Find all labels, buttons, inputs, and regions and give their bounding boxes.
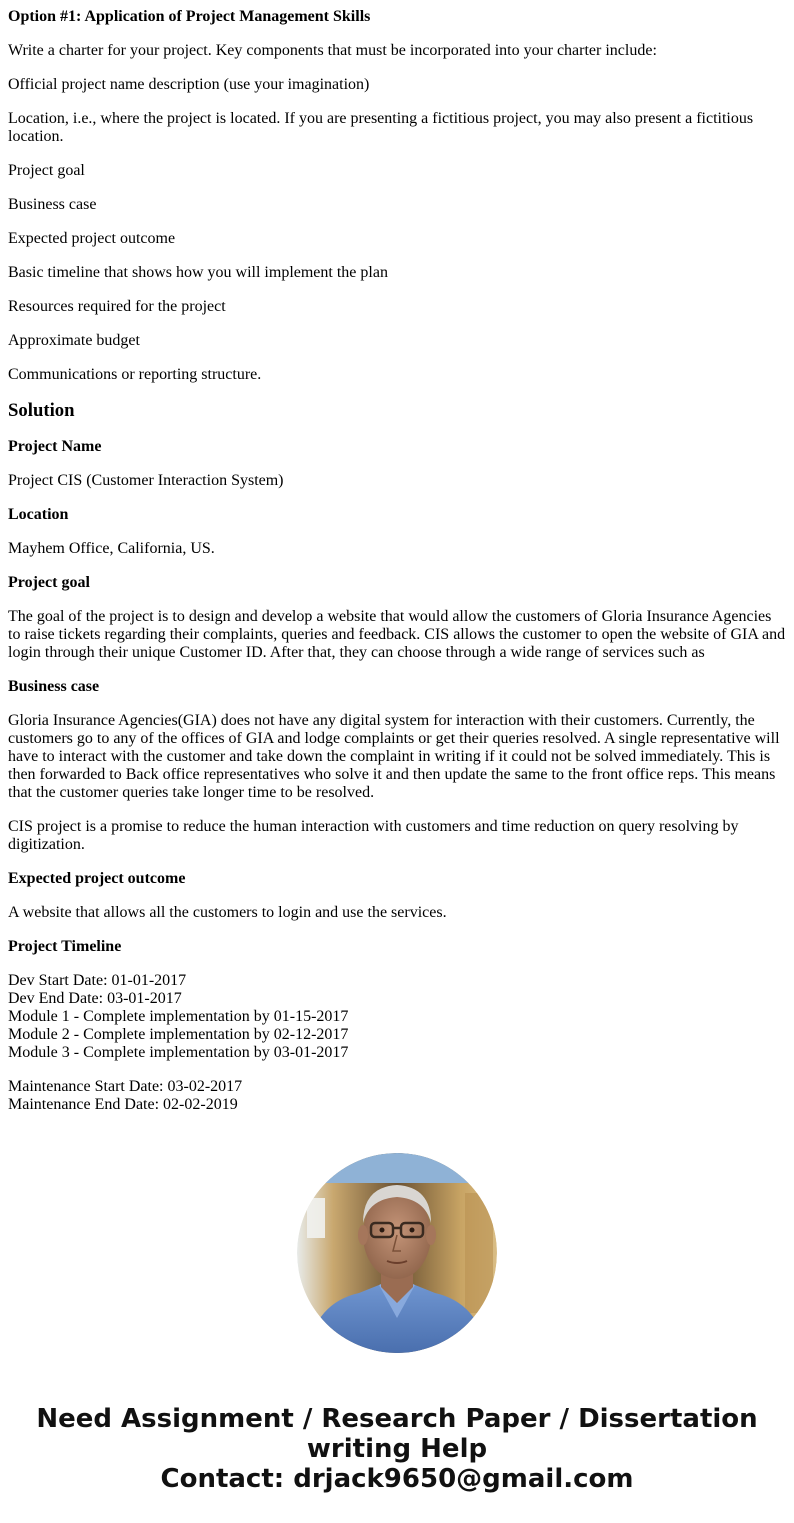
maintenance-line: Maintenance End Date: 02-02-2019 — [8, 1096, 238, 1113]
business-case-text: Gloria Insurance Agencies(GIA) does not have any digital system for interaction with their customers. Currently, the customers go to any of the offices of GIA and lodge complaints or get their queries resolved. A single representative will have to interact with the customer and take down the complaint in writing if it could not be solved immediately. This is then forwarded to Back office representatives who solve it and then update the same to the front office reps. This means that the customer queries take longer time to be resolved. — [8, 712, 780, 801]
timeline-line: Dev Start Date: 01-01-2017 — [8, 972, 187, 989]
author-photo — [297, 1153, 497, 1353]
timeline-line: Dev End Date: 03-01-2017 — [8, 990, 182, 1007]
outcome-heading: Expected project outcome — [8, 870, 186, 887]
timeline-line: Module 3 - Complete implementation by 03-01-2017 — [8, 1044, 349, 1061]
footer-banner — [0, 1404, 794, 1494]
solution-heading: Solution — [8, 400, 75, 421]
outcome-text: A website that allows all the customers to login and use the services. — [8, 904, 447, 921]
timeline-block — [8, 972, 786, 1062]
business-case-text: CIS project is a promise to reduce the human interaction with customers and time reduction on query resolving by digitization. — [8, 818, 739, 853]
project-name: Project CIS (Customer Interaction System) — [8, 472, 284, 489]
document-body — [8, 8, 786, 1130]
maintenance-line: Maintenance Start Date: 03-02-2017 — [8, 1078, 243, 1095]
component-item: Basic timeline that shows how you will implement the plan — [8, 264, 388, 281]
maintenance-block — [8, 1078, 786, 1114]
footer-line: writing Help — [306, 1434, 488, 1464]
footer-line: Need Assignment / Research Paper / Dissertation — [36, 1404, 758, 1434]
goal-text: The goal of the project is to design and develop a website that would allow the customers of Gloria Insurance Agencies to raise tickets regarding their complaints, queries and feedback. CIS allows the customer to open the website of GIA and login through their unique Customer ID. After that, they can choose through a wide range of services such as — [8, 608, 786, 661]
component-item: Location, i.e., where the project is located. If you are presenting a fictitious project, you may also present a fictitious location. — [8, 110, 754, 145]
location-heading: Location — [8, 506, 69, 523]
component-item: Resources required for the project — [8, 298, 226, 315]
timeline-heading: Project Timeline — [8, 938, 122, 955]
goal-heading: Project goal — [8, 574, 90, 591]
location-text: Mayhem Office, California, US. — [8, 540, 215, 557]
assignment-title: Option #1: Application of Project Management Skills — [8, 8, 371, 25]
timeline-line: Module 1 - Complete implementation by 01-15-2017 — [8, 1008, 349, 1025]
timeline-line: Module 2 - Complete implementation by 02-12-2017 — [8, 1026, 349, 1043]
component-item: Project goal — [8, 162, 85, 179]
business-case-heading: Business case — [8, 678, 100, 695]
author-avatar — [297, 1153, 497, 1353]
project-name-heading: Project Name — [8, 438, 102, 455]
assignment-intro: Write a charter for your project. Key components that must be incorporated into your charter include: — [8, 42, 657, 59]
component-item: Official project name description (use your imagination) — [8, 76, 370, 93]
footer-contact: Contact: drjack9650@gmail.com — [160, 1464, 634, 1494]
component-item: Expected project outcome — [8, 230, 176, 247]
component-item: Communications or reporting structure. — [8, 366, 262, 383]
component-item: Business case — [8, 196, 97, 213]
component-item: Approximate budget — [8, 332, 140, 349]
